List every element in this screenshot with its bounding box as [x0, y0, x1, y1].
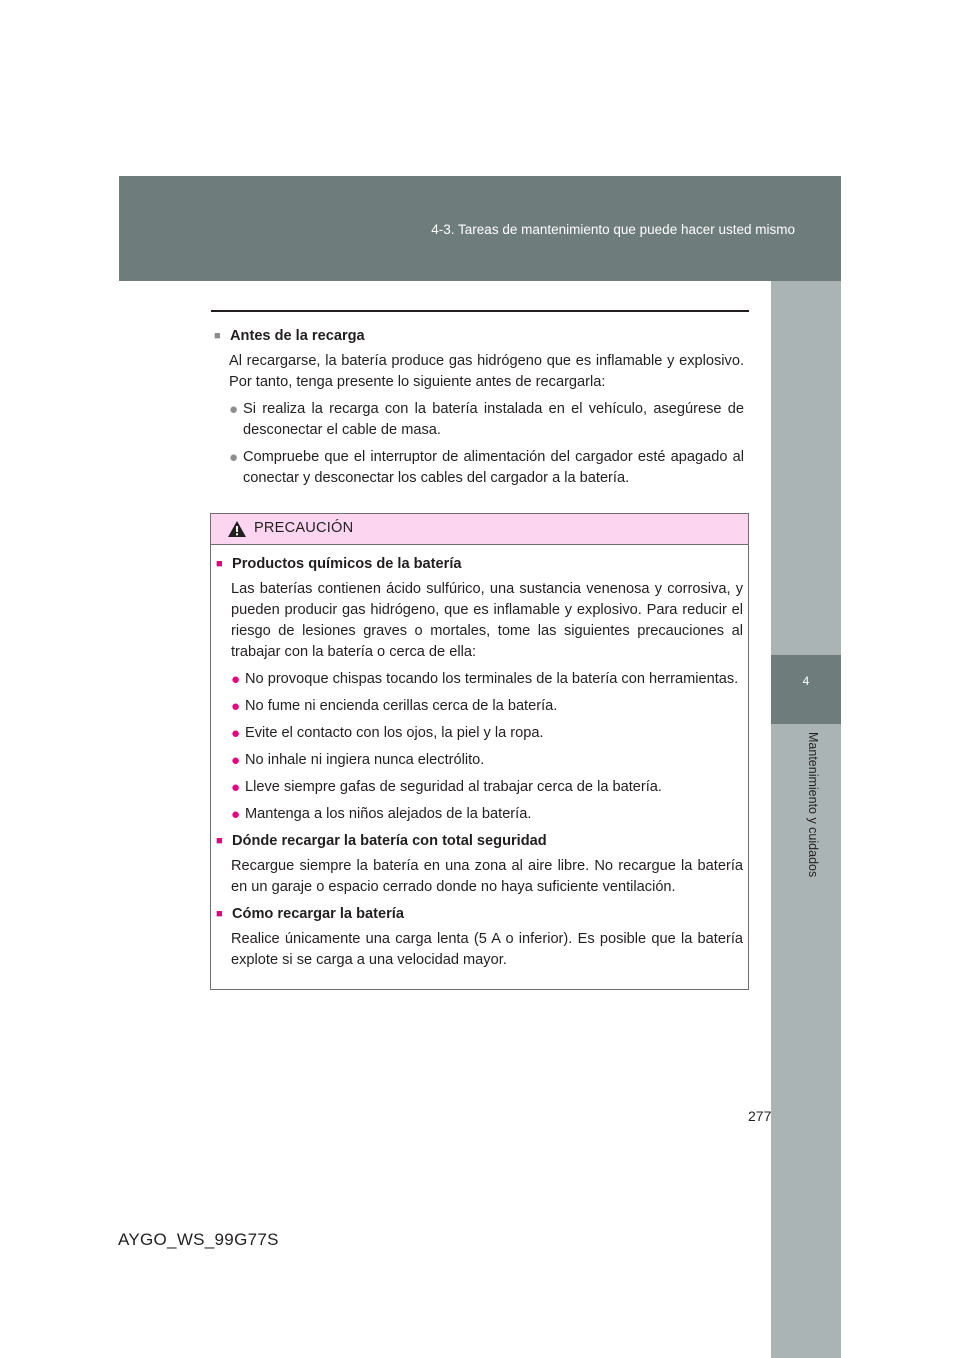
- side-tab-upper: [771, 281, 841, 655]
- list-item: ● Lleve siempre gafas de seguridad al trabajar cerca de la batería.: [231, 779, 662, 796]
- list-item: ● No fume ni encienda cerillas cerca de la batería.: [231, 698, 558, 715]
- circle-bullet-icon: ●: [231, 779, 241, 796]
- list-item: ● Evite el contacto con los ojos, la piel y la ropa.: [231, 725, 544, 742]
- caution-box: [210, 513, 749, 990]
- square-bullet-icon: ■: [214, 330, 221, 342]
- section-content: [214, 326, 744, 489]
- caution-header: [211, 514, 748, 545]
- square-bullet-icon: ■: [216, 908, 223, 920]
- document-code: AYGO_WS_99G77S: [118, 1230, 279, 1249]
- chapter-title: Mantenimiento y cuidados: [806, 732, 820, 878]
- list-item: ● Si realiza la recarga con la batería instalada en el vehículo, asegúrese de desconectar el cable de masa.: [229, 401, 744, 438]
- section-paragraph: Al recargarse, la batería produce gas hidrógeno que es inflamable y explosivo. Por tanto, tenga presente lo siguiente antes de recargarla:: [229, 353, 744, 390]
- circle-bullet-icon: ●: [229, 401, 239, 418]
- section-heading: ■ Antes de la recarga: [214, 326, 744, 347]
- list-item: ● No inhale ni ingiera nunca electrólito.: [231, 752, 485, 769]
- chapter-tab: [771, 655, 841, 724]
- list-item: ● Compruebe que el interruptor de alimentación del cargador esté apagado al conectar y desconectar los cables del cargador a la batería.: [229, 449, 744, 486]
- chapter-number: 4: [802, 674, 810, 688]
- circle-bullet-icon: ●: [231, 671, 241, 688]
- page-number: 277: [748, 1108, 772, 1124]
- circle-bullet-icon: ●: [231, 725, 241, 742]
- list-item: ● Mantenga a los niños alejados de la batería.: [231, 806, 532, 823]
- caution-title: PRECAUCIÓN: [254, 520, 354, 536]
- list-item: ● No provoque chispas tocando los terminales de la batería con herramientas.: [231, 671, 739, 688]
- caution-heading: ■ Productos químicos de la batería: [216, 554, 743, 575]
- caution-paragraph: Las baterías contienen ácido sulfúrico, una sustancia venenosa y corrosiva, y pueden producir gas hidrógeno, que es inflamable y explosivo. Para reducir el riesgo de lesiones graves o mortales, tome las siguientes precauciones al trabajar con la batería o cerca de ella:: [231, 581, 743, 660]
- circle-bullet-icon: ●: [231, 698, 241, 715]
- caution-paragraph: Realice únicamente una carga lenta (5 A o inferior). Es posible que la batería explote si se carga a una velocidad mayor.: [231, 931, 743, 968]
- circle-bullet-icon: ●: [231, 806, 241, 823]
- header-band: [119, 176, 841, 281]
- section-divider: [211, 310, 749, 312]
- caution-heading: ■ Dónde recargar la batería con total seguridad: [216, 831, 743, 852]
- warning-triangle-icon: [227, 520, 247, 538]
- caution-body: [216, 554, 743, 971]
- section-title: 4-3. Tareas de mantenimiento que puede hacer usted mismo: [431, 222, 795, 237]
- circle-bullet-icon: ●: [229, 449, 239, 466]
- square-bullet-icon: ■: [216, 835, 223, 847]
- circle-bullet-icon: ●: [231, 752, 241, 769]
- caution-paragraph: Recargue siempre la batería en una zona al aire libre. No recargue la batería en un garaje o espacio cerrado donde no haya suficiente ventilación.: [231, 858, 743, 895]
- square-bullet-icon: ■: [216, 558, 223, 570]
- caution-heading: ■ Cómo recargar la batería: [216, 904, 743, 925]
